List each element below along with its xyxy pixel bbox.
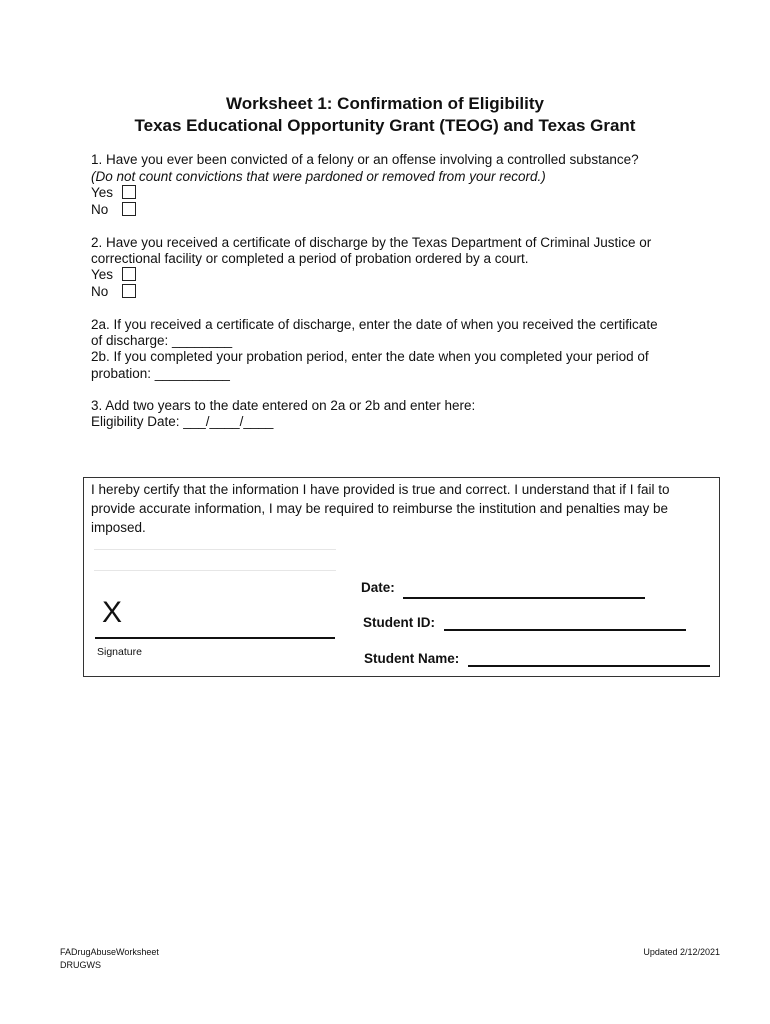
question-1-no-checkbox[interactable] <box>122 202 136 216</box>
signature-x-mark: X <box>102 596 123 629</box>
title-line-2: Texas Educational Opportunity Grant (TEOG) and Texas Grant <box>134 116 636 135</box>
student-name-label: Student Name: <box>364 651 460 666</box>
question-2a-line-1: 2a. If you received a certificate of discharge, enter the date of when you received the certificate <box>91 317 658 332</box>
signature-line[interactable] <box>95 637 335 639</box>
eligibility-date-field[interactable]: Eligibility Date: ___/____/____ <box>91 414 274 429</box>
signature-guide-line-2 <box>94 570 336 571</box>
certification-statement: I hereby certify that the information I have provided is true and correct. I understand that if I fail to provide accurate information, I may be required to reimburse the institution and penalties may be imposed. <box>91 482 670 535</box>
date-label: Date: <box>361 580 395 595</box>
footer-form-name: FADrugAbuseWorksheet <box>60 947 159 957</box>
question-3-line-1: 3. Add two years to the date entered on 2a or 2b and enter here: <box>91 398 476 413</box>
signature-guide-line-1 <box>94 549 336 550</box>
signature-label: Signature <box>97 646 142 658</box>
question-2-text-line-2: correctional facility or completed a period of probation ordered by a court. <box>91 251 529 266</box>
question-2-no-checkbox[interactable] <box>122 284 136 298</box>
question-2-no-label: No <box>91 284 109 299</box>
date-field[interactable] <box>403 597 645 599</box>
question-1-no-label: No <box>91 202 109 217</box>
question-2-text-line-1: 2. Have you received a certificate of discharge by the Texas Department of Criminal Justice or <box>91 235 652 250</box>
footer-form-code: DRUGWS <box>60 960 101 970</box>
question-2a-line-2[interactable]: of discharge: ________ <box>91 333 233 348</box>
title-line-1: Worksheet 1: Confirmation of Eligibility <box>226 94 544 113</box>
student-id-label: Student ID: <box>363 615 435 630</box>
question-1-yes-checkbox[interactable] <box>122 185 136 199</box>
question-1-note: (Do not count convictions that were pardoned or removed from your record.) <box>91 169 546 184</box>
question-1-text: 1. Have you ever been convicted of a felony or an offense involving a controlled substance? <box>91 152 639 167</box>
question-2b-line-1: 2b. If you completed your probation period, enter the date when you completed your period of <box>91 349 649 364</box>
question-2-yes-label: Yes <box>91 267 114 282</box>
question-2b-line-2[interactable]: probation: __________ <box>91 366 230 381</box>
question-1-yes-label: Yes <box>91 185 114 200</box>
student-id-field[interactable] <box>444 629 686 631</box>
question-2-yes-checkbox[interactable] <box>122 267 136 281</box>
footer-updated-date: Updated 2/12/2021 <box>643 947 720 957</box>
student-name-field[interactable] <box>468 665 710 667</box>
